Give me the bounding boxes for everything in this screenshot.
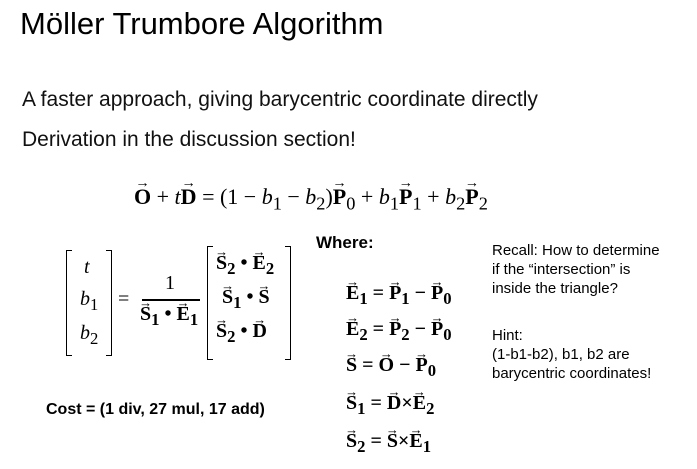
hint-line-3: barycentric coordinates! — [492, 365, 652, 382]
fraction-numerator: 1 — [165, 272, 175, 294]
right-vector-bracket-r — [285, 246, 291, 360]
right-vector-bracket-l — [207, 246, 213, 360]
vector-t: t — [84, 256, 90, 278]
hint-line-1: Hint: — [492, 327, 523, 344]
matrix-row-2: → $S_1$ • → S — [222, 286, 270, 313]
matrix-row-3: → $S_2$ • → D — [216, 320, 267, 347]
def-s1: → $S_1$ = → $D\times\to E_2$ — [346, 392, 434, 419]
recall-note — [492, 241, 692, 298]
recall-line-3: inside the triangle? — [492, 280, 618, 297]
cost-label: Cost = (1 div, 27 mul, 17 add) — [46, 401, 265, 418]
def-s: → S = → O − → $P_0$ — [346, 354, 436, 381]
def-e1: → $E_1$ = → $P_1$ − → $P_0$ — [346, 282, 452, 309]
page-title: Möller Trumbore Algorithm — [20, 6, 384, 41]
recall-line-1: Recall: How to determine — [492, 242, 660, 259]
def-s2: → $S_2$ = → $S\times\to E_1$ — [346, 430, 431, 457]
matrix-row-1: → $S_2$ • → $E_2$ — [216, 252, 274, 279]
recall-line-2: if the “intersection” is — [492, 261, 631, 278]
matrix-equals: = — [118, 288, 130, 310]
description-line-1: A faster approach, giving barycentric coordinate directly — [22, 88, 538, 111]
left-vector-bracket-r — [106, 250, 112, 356]
hint-note — [492, 326, 651, 383]
hint-line-2: (1-b1-b2), b1, b2 are — [492, 346, 630, 363]
vector-b1: $b_1$ — [80, 288, 99, 314]
def-e2: → $E_2$ = → $P_2$ − → $P_0$ — [346, 318, 452, 345]
main-equation: → $O + t\to D = (1 - b_1 - b_2)\to P_0 + b_1\to P_1 + b_2\to P_2$ — [134, 184, 488, 214]
matrix-equation — [66, 250, 306, 360]
left-vector-bracket-l — [66, 250, 72, 356]
where-label: Where: — [316, 233, 374, 252]
description-line-2: Derivation in the discussion section! — [22, 128, 356, 151]
vector-b2: $b_2$ — [80, 322, 99, 348]
fraction-denominator: → $S_1$ • → $E_1$ — [140, 303, 198, 330]
